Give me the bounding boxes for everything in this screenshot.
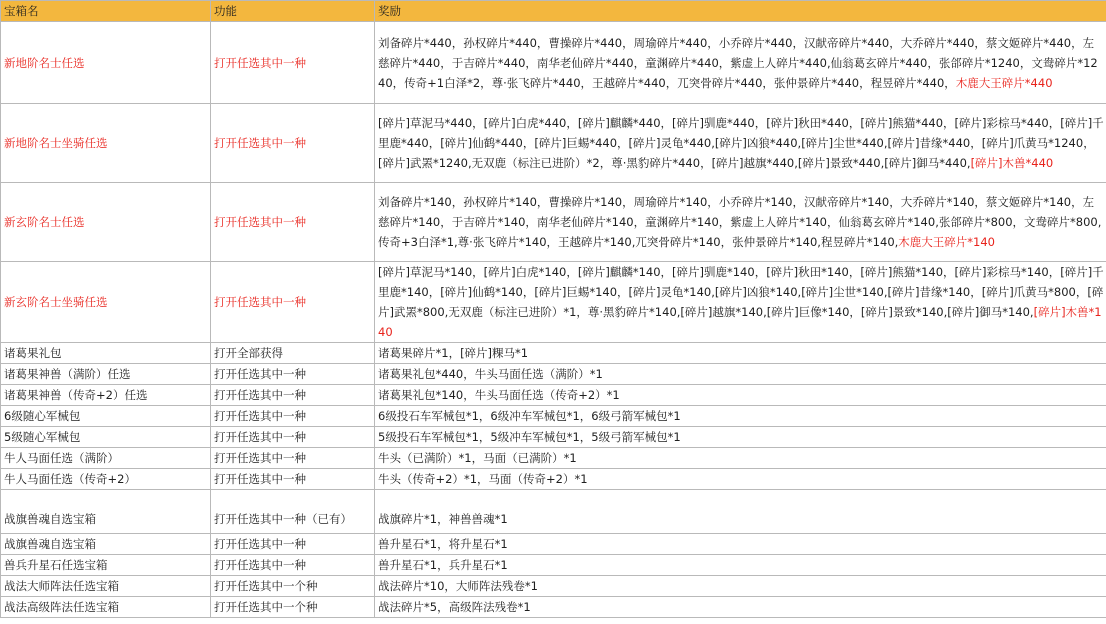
header-reward: 奖励 (375, 1, 1106, 22)
reward-highlight: 木鹿大王碎片*440 (955, 75, 1053, 90)
box-reward (375, 262, 1106, 343)
box-name: 诸葛果神兽（传奇+2）任选 (1, 385, 211, 406)
table-row (1, 534, 1106, 555)
box-function: 打开任选其中一种 (211, 406, 375, 427)
box-name: 战旗兽魂自选宝箱 (1, 490, 211, 534)
box-function: 打开任选其中一种 (211, 448, 375, 469)
box-function: 打开任选其中一种 (211, 22, 375, 104)
box-function: 打开任选其中一个种 (211, 576, 375, 597)
table-row (1, 448, 1106, 469)
box-function: 打开任选其中一种 (211, 427, 375, 448)
box-name: 诸葛果神兽（满阶）任选 (1, 364, 211, 385)
box-name: 新玄阶名士任选 (1, 183, 211, 262)
box-reward: 诸葛果礼包*440，牛头马面任选（满阶）*1 (375, 364, 1106, 385)
box-reward (375, 183, 1106, 262)
box-function: 打开任选其中一种 (211, 555, 375, 576)
box-function: 打开任选其中一种 (211, 469, 375, 490)
box-name: 诸葛果礼包 (1, 343, 211, 364)
reward-highlight: 木鹿大王碎片*140 (898, 235, 995, 249)
box-name: 新地阶名士任选 (1, 22, 211, 104)
reward-text: [碎片]草泥马*440，[碎片]白虎*440，[碎片]麒麟*440，[碎片]驯鹿*440，[碎片]秋田*440，[碎片]熊猫*440，[碎片]彩棕马*440，[碎片]千里鹿*440，[碎片]仙鹤*440，[碎片]巨蜴*440，[碎片]灵龟*440,[碎片]凶狼*440,[碎片]尘世*440,[碎片]昔缘*440，[碎片]爪黄马*1240，[碎片]武罴*1240,无双鹿（标注已进阶）*2，尊·黑豹碎片*440，[碎片]越旗*440,[碎片]景致*440,[碎片]御马*440, (378, 116, 1104, 170)
box-reward: 战旗碎片*1，神兽兽魂*1 (375, 490, 1106, 534)
table-row (1, 343, 1106, 364)
table-row (1, 22, 1106, 104)
reward-text: 刘备碎片*440，孙权碎片*440，曹操碎片*440，周瑜碎片*440，小乔碎片*440，汉献帝碎片*440，大乔碎片*440，蔡文姬碎片*440，左慈碎片*440，于吉碎片*440，南华老仙碎片*440，童渊碎片*440，紫虚上人碎片*440,仙翁葛玄碎片*440，张郃碎片*1240，文鸯碎片*1240，传奇+1白泽*2，尊·张飞碎片*440，王越碎片*440，兀突骨碎片*440，张仲景碎片*440，程昱碎片*440， (378, 35, 1098, 90)
box-name: 战旗兽魂自选宝箱 (1, 534, 211, 555)
table-row (1, 406, 1106, 427)
box-function: 打开全部获得 (211, 343, 375, 364)
box-reward: 6级投石车军械包*1，6级冲车军械包*1，6级弓箭军械包*1 (375, 406, 1106, 427)
box-name: 兽兵升星石任选宝箱 (1, 555, 211, 576)
box-reward: 牛头（已满阶）*1，马面（已满阶）*1 (375, 448, 1106, 469)
box-function: 打开任选其中一种 (211, 262, 375, 343)
table-row (1, 364, 1106, 385)
box-function: 打开任选其中一个种 (211, 597, 375, 618)
box-reward (375, 22, 1106, 104)
box-reward: 战法碎片*5，高级阵法残卷*1 (375, 597, 1106, 618)
box-function: 打开任选其中一种 (211, 385, 375, 406)
box-name: 新玄阶名士坐骑任选 (1, 262, 211, 343)
table-row (1, 385, 1106, 406)
reward-text: 刘备碎片*140，孙权碎片*140，曹操碎片*140，周瑜碎片*140，小乔碎片*140，汉献帝碎片*140，大乔碎片*140，蔡文姬碎片*140，左慈碎片*140，于吉碎片*140，南华老仙碎片*140，童渊碎片*140，紫虚上人碎片*140，仙翁葛玄碎片*140,张郃碎片*800，文鸯碎片*800,传奇+3白泽*1,尊·张飞碎片*140，王越碎片*140,兀突骨碎片*140，张仲景碎片*140,程昱碎片*140, (378, 195, 1102, 249)
box-reward: 诸葛果礼包*140，牛头马面任选（传奇+2）*1 (375, 385, 1106, 406)
box-function: 打开任选其中一种 (211, 183, 375, 262)
box-function: 打开任选其中一种（已有） (211, 490, 375, 534)
table-row (1, 183, 1106, 262)
box-function: 打开任选其中一种 (211, 534, 375, 555)
table-row (1, 262, 1106, 343)
box-name: 牛人马面任选（满阶） (1, 448, 211, 469)
box-name: 6级随心军械包 (1, 406, 211, 427)
header-row (1, 1, 1106, 22)
table-row (1, 555, 1106, 576)
table-row (1, 469, 1106, 490)
box-name: 新地阶名士坐骑任选 (1, 104, 211, 183)
reward-highlight: [碎片]木兽*440 (970, 156, 1054, 170)
table-row (1, 427, 1106, 448)
box-reward: 战法碎片*10，大师阵法残卷*1 (375, 576, 1106, 597)
box-name: 牛人马面任选（传奇+2） (1, 469, 211, 490)
box-name: 战法高级阵法任选宝箱 (1, 597, 211, 618)
table-row (1, 576, 1106, 597)
box-reward: 牛头（传奇+2）*1，马面（传奇+2）*1 (375, 469, 1106, 490)
box-function: 打开任选其中一种 (211, 104, 375, 183)
box-name: 战法大师阵法任选宝箱 (1, 576, 211, 597)
box-reward: 5级投石车军械包*1，5级冲车军械包*1，5级弓箭军械包*1 (375, 427, 1106, 448)
table-row (1, 490, 1106, 534)
box-reward (375, 104, 1106, 183)
box-function: 打开任选其中一种 (211, 364, 375, 385)
header-function: 功能 (211, 1, 375, 22)
box-name: 5级随心军械包 (1, 427, 211, 448)
table-row (1, 597, 1106, 618)
box-reward: 兽升星石*1，兵升星石*1 (375, 555, 1106, 576)
table-row (1, 104, 1106, 183)
box-reward: 诸葛果碎片*1，[碎片]粿马*1 (375, 343, 1106, 364)
box-reward: 兽升星石*1，将升星石*1 (375, 534, 1106, 555)
header-name: 宝箱名 (1, 1, 211, 22)
reward-text: [碎片]草泥马*140，[碎片]白虎*140，[碎片]麒麟*140，[碎片]驯鹿*140，[碎片]秋田*140，[碎片]熊猫*140，[碎片]彩棕马*140，[碎片]千里鹿*140，[碎片]仙鹤*140，[碎片]巨蜴*140，[碎片]灵龟*140,[碎片]凶狼*140,[碎片]尘世*140,[碎片]昔缘*140，[碎片]爪黄马*800，[碎片]武罴*800,无双鹿（标注已进阶）*1，尊·黑豹碎片*140,[碎片]越旗*140,[碎片]巨像*140，[碎片]景致*140,[碎片]御马*140, (378, 265, 1104, 319)
reward-highlight: [碎片]木兽*140 (378, 305, 1102, 339)
